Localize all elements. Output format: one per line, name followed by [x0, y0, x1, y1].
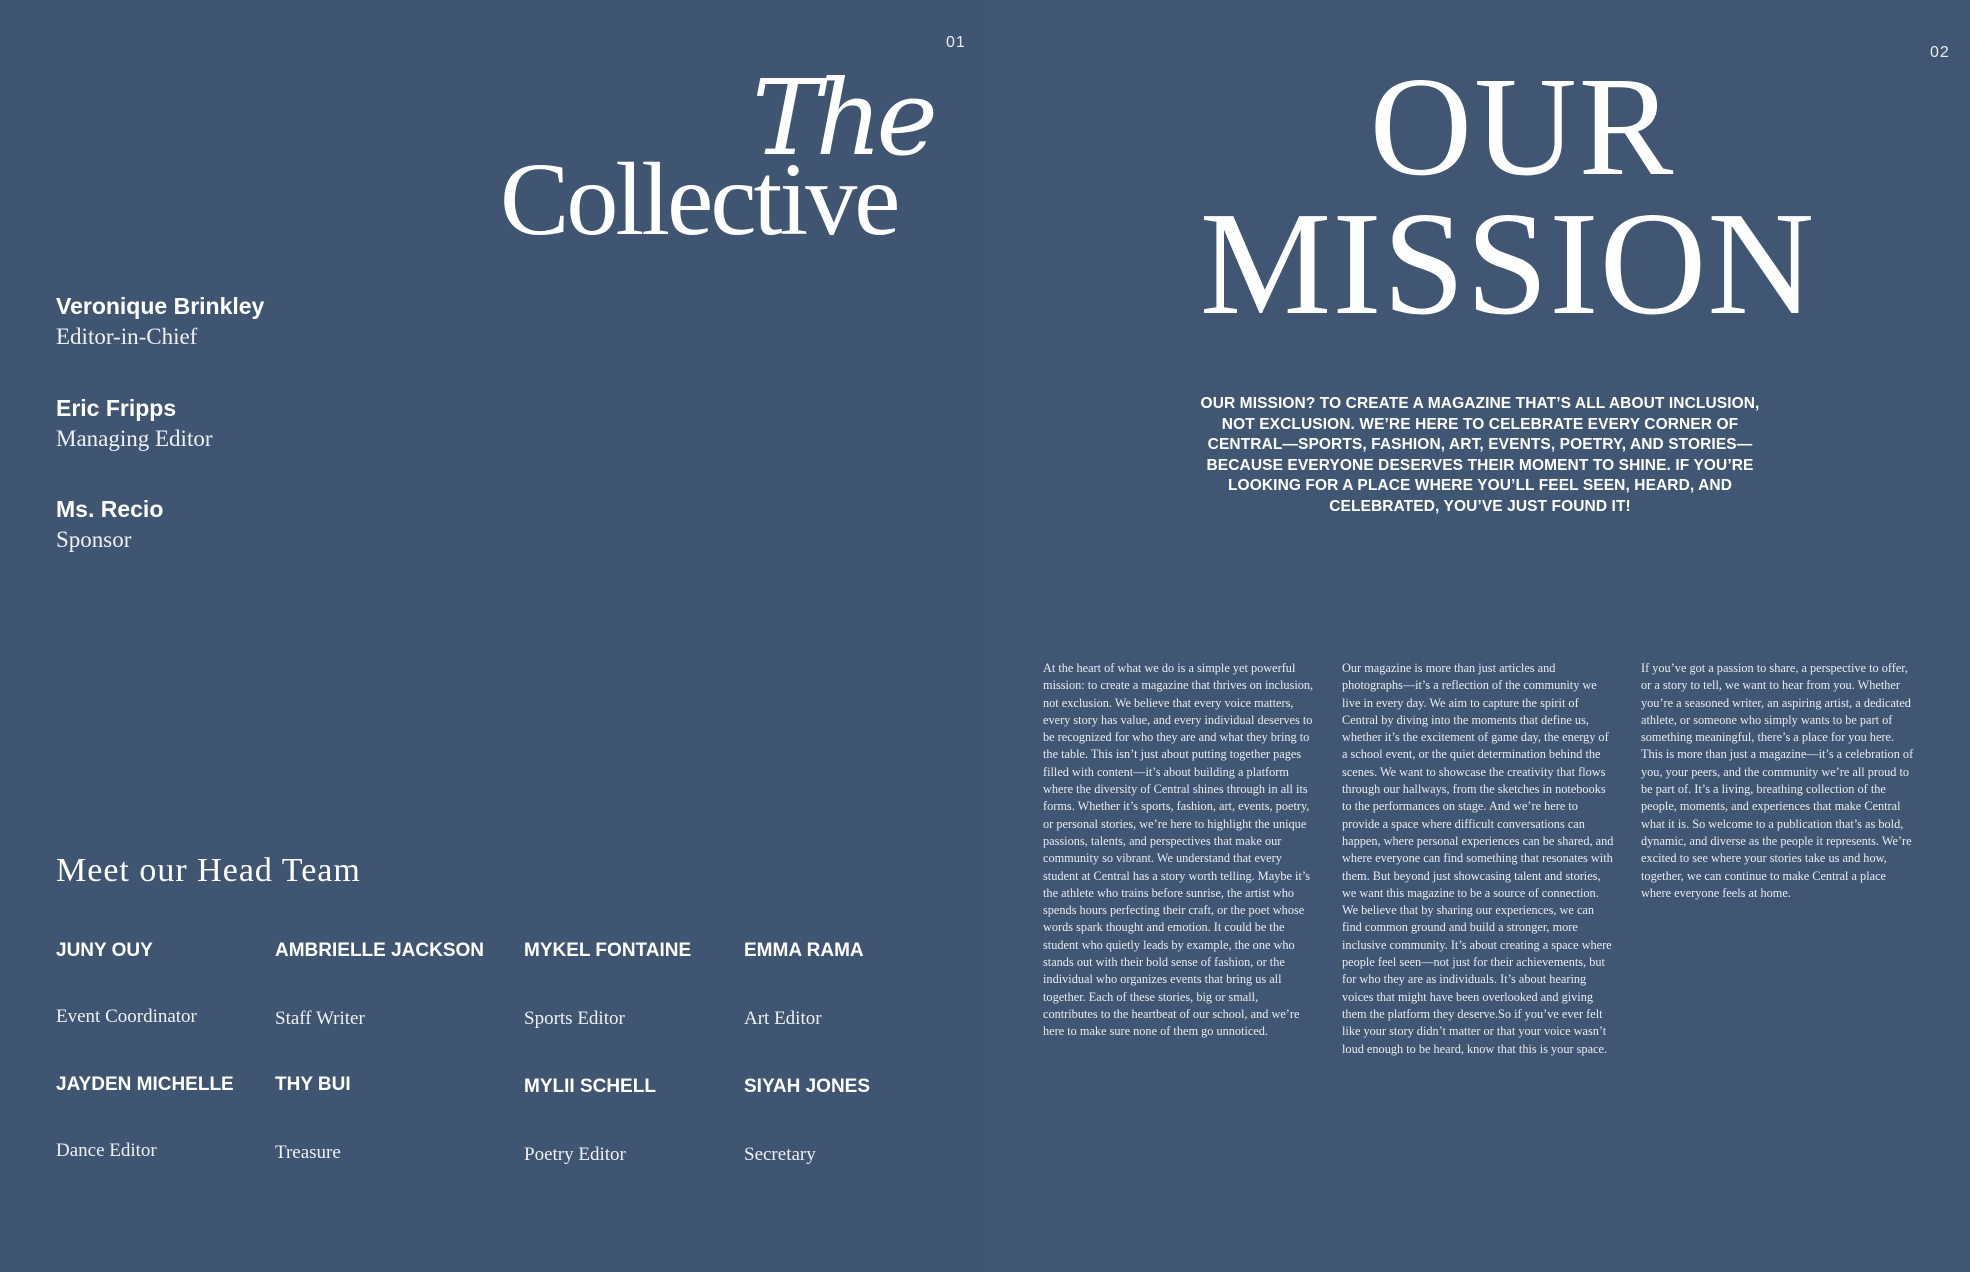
team-member-role: Poetry Editor — [524, 1144, 626, 1165]
team-member-name: JUNY OUY — [56, 940, 153, 961]
team-member-name: JAYDEN MICHELLE — [56, 1074, 234, 1095]
credit-role: Managing Editor — [56, 426, 213, 451]
body-column-1: At the heart of what we do is a simple yet powerful mission: to create a magazine that thrives on inclusion, not exclusion. We believe that every voice matters, every story has value, and every individual deserves to be recognized for who they are and what they bring to the table. This isn’t just about putting together pages filled with content—it’s about building a platform where the diversity of Central shines through in all its forms. Whether it’s sports, fashion, art, events, poetry, or personal stories, we’re here to highlight the unique passions, talents, and perspectives that make our community so vibrant. We understand that every student at Central has a story worth telling. Maybe it’s the athlete who trains before sunrise, the artist who spends hours perfecting their craft, or the poet whose words spark thought and emotion. It could be the student who quietly leads by example, the one who stands out with their bold sense of fashion, or the individual who organizes events that bring us all together. Each of these stories, big or small, contributes to the heartbeat of our school, and we’re here to make sure none of them go unnoticed. — [1043, 661, 1314, 1039]
page-number-right: 02 — [1930, 44, 1950, 61]
credit-role: Editor-in-Chief — [56, 324, 198, 349]
page-right — [985, 0, 1970, 1272]
mission-tagline: OUR MISSION? TO CREATE A MAGAZINE THAT’S ALL ABOUT INCLUSION, NOT EXCLUSION. WE’RE HERE TO CELEBRATE EVERY CORNER OF CENTRAL—SPORTS, FASHION, ART, EVENTS, POETRY, AND STORIES—BECAUSE EVERYONE DESERVES THEIR MOMENT TO SHINE. IF YOU’RE LOOKING FOR A PLACE WHERE YOU’LL FEEL SEEN, HEARD, AND CELEBRATED, YOU’VE JUST FOUND IT! — [1200, 395, 1760, 515]
credit-name: Veronique Brinkley — [56, 293, 265, 319]
masthead-the: The — [752, 57, 932, 179]
team-member-role: Staff Writer — [275, 1008, 365, 1029]
team-member-role: Art Editor — [744, 1008, 822, 1029]
team-member-name: MYKEL FONTAINE — [524, 940, 692, 961]
team-member-role: Secretary — [744, 1144, 816, 1165]
team-member-name: SIYAH JONES — [744, 1076, 871, 1097]
body-column-3: If you’ve got a passion to share, a perspective to offer, or a story to tell, we want to hear from you. Whether you’re a seasoned writer, an aspiring artist, a dedicated athlete, or someone who simply wants to be part of something meaningful, there’s a place for you here. This is more than just a magazine—it’s a celebration of you, your peers, and the community we’re all proud to be part of. It’s a living, breathing collection of the people, moments, and experiences that make Central what it is. So welcome to a publication that’s as bold, dynamic, and diverse as the people it represents. We’re excited to see where your stories take us and how, together, we can continue to make Central a place where everyone feels at home. — [1641, 661, 1914, 900]
team-member-role: Sports Editor — [524, 1008, 625, 1029]
head-team-heading: Meet our Head Team — [56, 852, 361, 889]
masthead-collective: Collective — [500, 142, 898, 257]
team-member-name: AMBRIELLE JACKSON — [275, 940, 485, 961]
body-column-2: Our magazine is more than just articles and photographs—it’s a reflection of the community we live in every day. We aim to capture the spirit of Central by diving into the moments that define us, whether it’s the excitement of game day, the energy of a school event, or the quiet determination behind the scenes. We want to showcase the creativity that flows through our hallways, from the sketches in notebooks to the performances on stage. And we’re here to provide a space where difficult conversations can happen, where personal experiences can be shared, and where everyone can find something that resonates with them. But beyond just showcasing talent and stories, we want this magazine to be a source of connection. We believe that by sharing our experiences, we can find common ground and build a stronger, more inclusive community. It’s about creating a space where people feel seen—not just for their achievements, but for who they are as individuals. It’s about hearing voices that might have been overlooked and giving them the platform they deserve.So if you’ve ever felt like your story didn’t matter or that your voice wasn’t loud enough to be heard, know that this is your space. — [1342, 661, 1614, 1056]
team-member-name: THY BUI — [275, 1074, 351, 1095]
credit-editor-in-chief — [56, 291, 264, 353]
team-member-role: Treasure — [275, 1142, 341, 1163]
team-member-name: MYLII SCHELL — [524, 1076, 656, 1097]
credit-managing-editor — [56, 393, 213, 455]
credit-name: Ms. Recio — [56, 496, 164, 522]
masthead-logo — [500, 57, 960, 257]
team-member-role: Event Coordinator — [56, 1006, 197, 1027]
credit-role: Sponsor — [56, 527, 132, 552]
credit-sponsor — [56, 494, 163, 556]
mission-title-line1: OUR — [1369, 47, 1676, 205]
credit-name: Eric Fripps — [56, 395, 177, 421]
mission-title-line2: MISSION — [1199, 182, 1816, 346]
page-number-left: 01 — [946, 34, 966, 51]
team-member-role: Dance Editor — [56, 1140, 157, 1161]
team-member-name: EMMA RAMA — [744, 940, 864, 961]
